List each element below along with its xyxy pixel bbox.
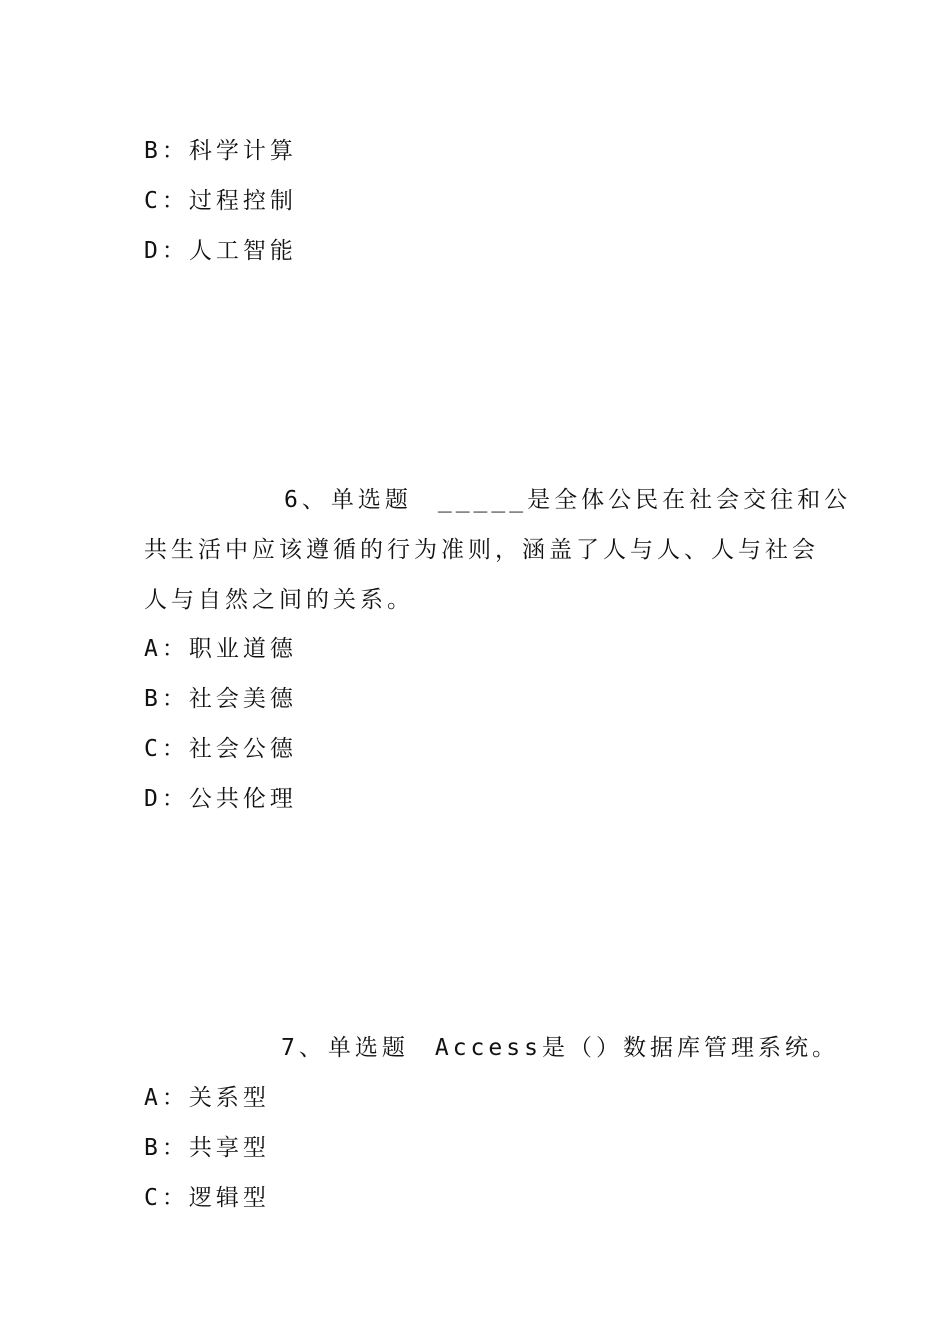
option-b: B：共享型	[144, 1135, 270, 1161]
question-type: 单选题	[330, 487, 412, 513]
option-c: C：逻辑型	[144, 1185, 270, 1211]
question-text-line-2: 共生活中应该遵循的行为准则，涵盖了人与人、人与社会	[144, 537, 819, 563]
question-6-header	[284, 485, 851, 515]
option-d: D：公共伦理	[144, 786, 297, 812]
option-d: D：人工智能	[144, 238, 297, 264]
option-b: B：科学计算	[144, 138, 297, 164]
question-text-line-1: _____是全体公民在社会交往和公	[437, 487, 852, 513]
question-7-header	[281, 1033, 839, 1063]
question-type: 单选题	[327, 1035, 409, 1061]
question-number: 7、	[281, 1035, 326, 1061]
question-number: 6、	[284, 487, 329, 513]
question-text-line-3: 人与自然之间的关系。	[144, 587, 414, 613]
option-a: A：职业道德	[144, 636, 297, 662]
option-b: B：社会美德	[144, 686, 297, 712]
option-c: C：社会公德	[144, 736, 297, 762]
option-a: A：关系型	[144, 1085, 270, 1111]
option-c: C：过程控制	[144, 188, 297, 214]
question-text-line-1: Access是（）数据库管理系统。	[434, 1035, 839, 1061]
